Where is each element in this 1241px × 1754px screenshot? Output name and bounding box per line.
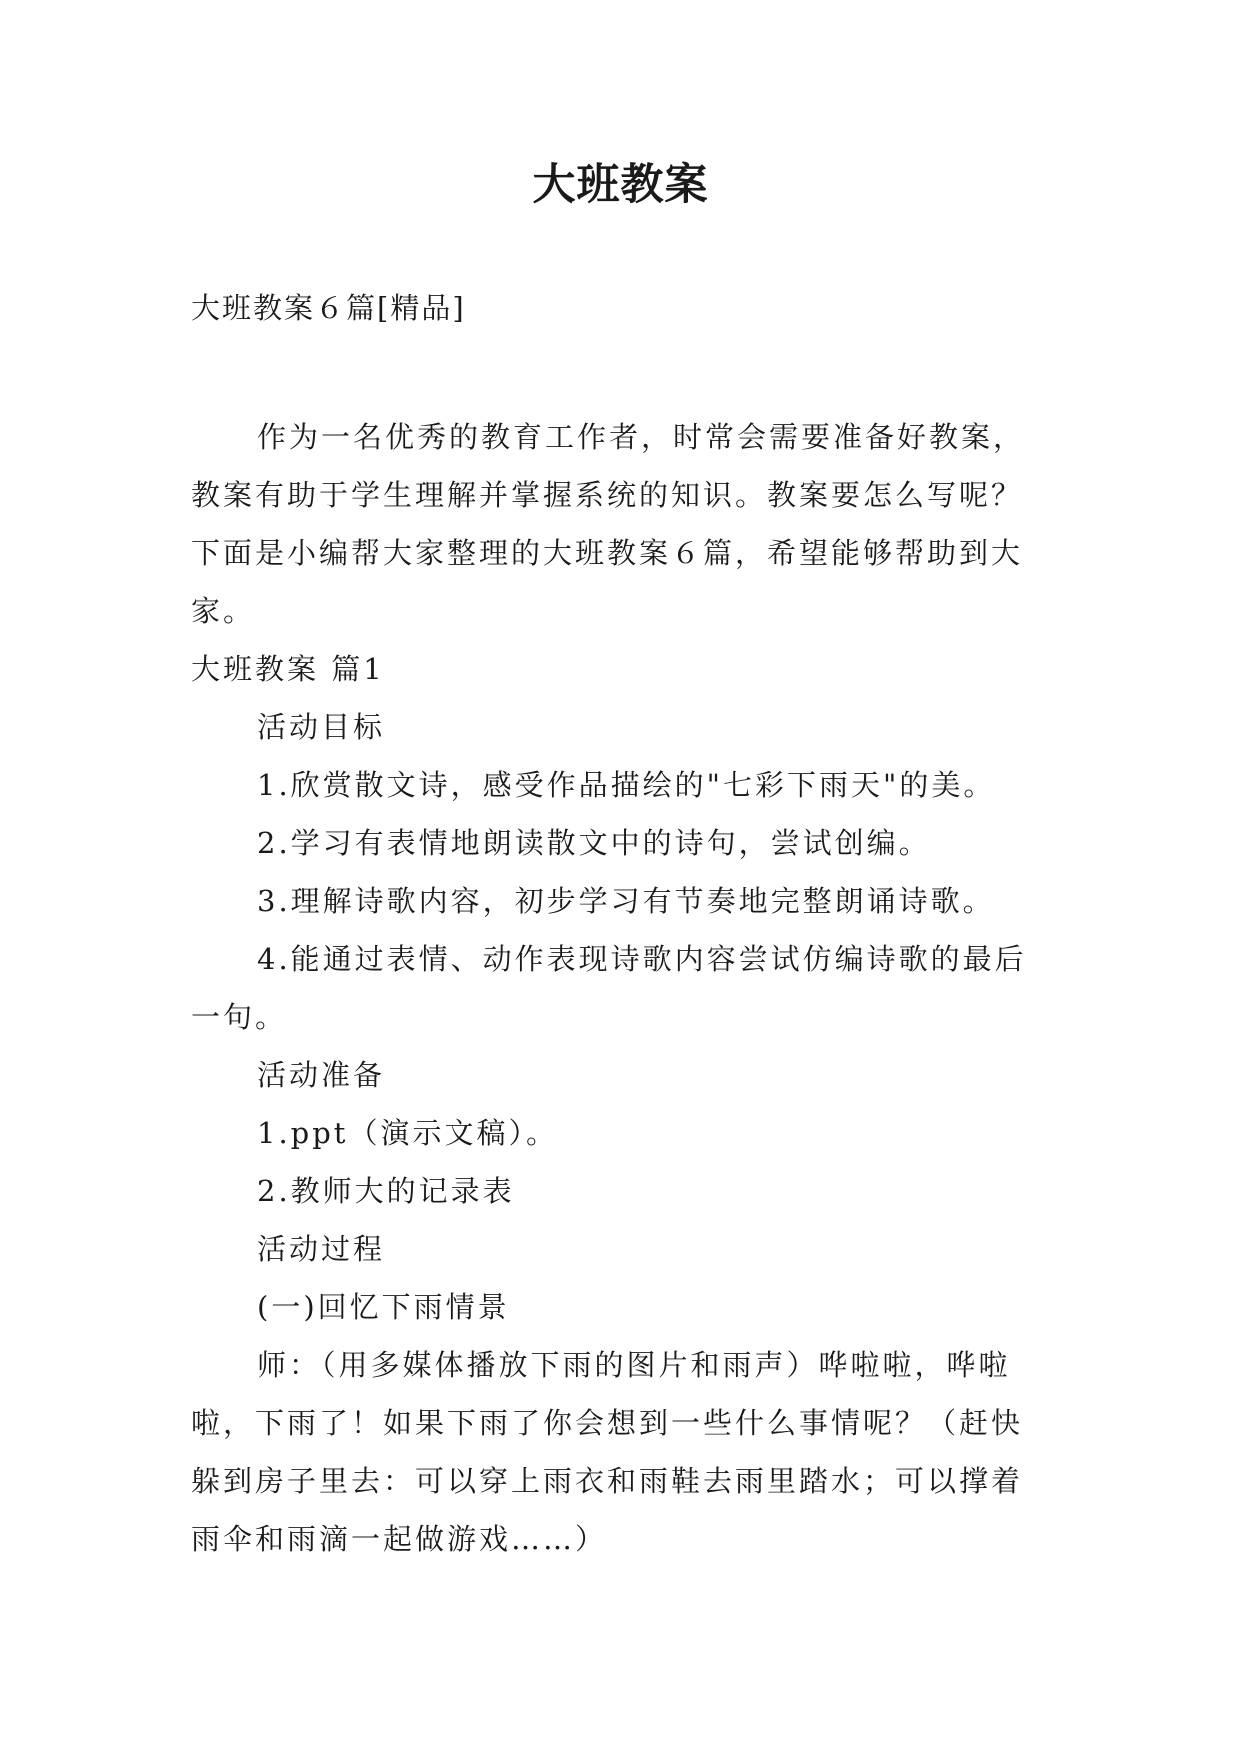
document-title: 大班教案	[532, 160, 709, 210]
goal-item: 1.欣赏散文诗，感受作品描绘的"七彩下雨天"的美。	[257, 768, 996, 802]
step-paragraph: 师：（用多媒体播放下雨的图片和雨声）哗啦啦，哗啦啦，下雨了！如果下雨了你会想到一些什么事情呢？（赶快躲到房子里去：可以穿上雨衣和雨鞋去雨里踏水；可以撑着雨伞和雨滴一起做游戏……）	[191, 1348, 1024, 1556]
goal-item: 4.能通过表情、动作表现诗歌内容尝试仿编诗歌的最后一句。	[191, 942, 1027, 1034]
document-body	[191, 408, 1051, 1568]
goals-heading: 活动目标	[257, 710, 386, 744]
document-subtitle: 大班教案６篇[精品]	[191, 291, 466, 325]
prep-item: 1.ppt（演示文稿）。	[257, 1116, 558, 1150]
section-heading: 大班教案 篇1	[191, 652, 385, 686]
goal-item: 3.理解诗歌内容，初步学习有节奏地完整朗诵诗歌。	[257, 884, 995, 918]
step-heading: (一)回忆下雨情景	[257, 1290, 510, 1324]
prep-heading: 活动准备	[257, 1058, 386, 1092]
goal-item: 2.学习有表情地朗读散文中的诗句，尝试创编。	[257, 826, 931, 860]
process-heading: 活动过程	[257, 1232, 386, 1266]
intro-paragraph: 作为一名优秀的教育工作者，时常会需要准备好教案，教案有助于学生理解并掌握系统的知识。教案要怎么写呢？下面是小编帮大家整理的大班教案６篇，希望能够帮助到大家。	[191, 420, 1026, 628]
prep-item: 2.教师大的记录表	[257, 1174, 515, 1208]
